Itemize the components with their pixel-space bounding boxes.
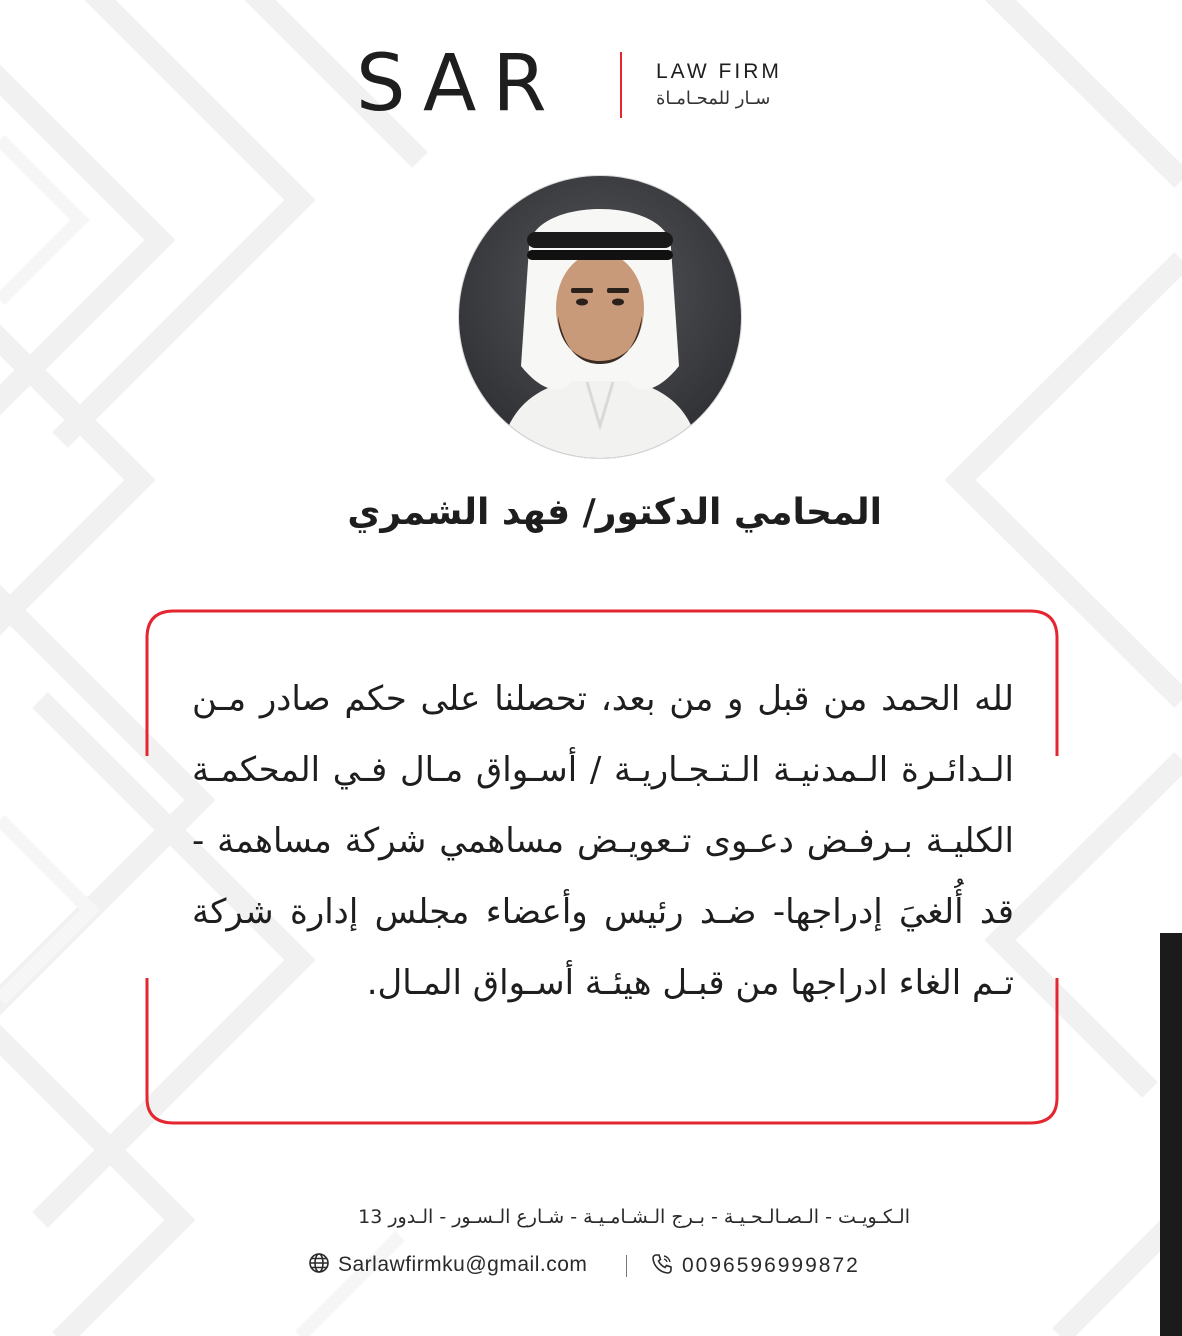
brand-subtitle-ar: سـار للمحـامـاة <box>656 88 771 109</box>
brand-subtitle-en: LAW FIRM <box>656 60 782 83</box>
announcement-frame <box>142 606 1062 1130</box>
contact-info <box>308 1252 888 1282</box>
side-accent-bar <box>1160 933 1182 1336</box>
email-address: Sarlawfirmku@gmail.com <box>338 1253 588 1276</box>
contact-separator <box>626 1255 627 1277</box>
brand-logo <box>356 39 826 129</box>
phone-contact[interactable] <box>650 1252 860 1280</box>
brand-divider <box>620 52 622 118</box>
phone-icon <box>650 1252 674 1280</box>
announcement-text: لله الحمد من قبل و من بعد، تحصلنا على حكم صادر مـن الـدائـرة الـمدنيـة الـتـجـاريـة / أسـواق مـال فـي المحكمـة الكليـة بـرفـض دعـوى تـعويـض مساهمي شركة مساهمة - قد أُلغيَ إدراجها- ضـد رئيس وأعضاء مجلس إدارة شركة تـم الغاء ادراجها من قبـل هيئـة أسـواق المـال. <box>192 679 1014 1003</box>
phone-number: 0096596999872 <box>682 1254 860 1277</box>
lawyer-name: المحامي الدكتور/ فهد الشمري <box>347 492 882 533</box>
email-contact[interactable] <box>308 1252 587 1278</box>
globe-icon <box>308 1252 330 1278</box>
brand-name: SAR <box>356 39 563 129</box>
office-address: الـكـويـت - الـصـالـحـيـة - بـرج الـشـامـيـة - شـارع الـسـور - الـدور 13 <box>358 1206 910 1228</box>
lawyer-portrait <box>459 176 741 458</box>
